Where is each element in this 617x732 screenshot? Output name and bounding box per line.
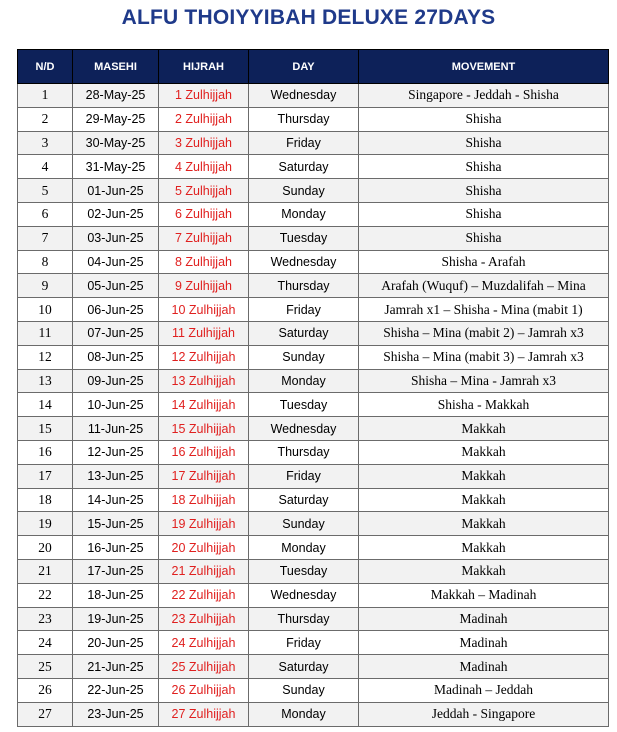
cell-day: Wednesday (249, 583, 359, 607)
cell-nd: 15 (18, 417, 73, 441)
cell-masehi: 22-Jun-25 (73, 678, 159, 702)
cell-nd: 26 (18, 678, 73, 702)
cell-nd: 3 (18, 131, 73, 155)
cell-masehi: 14-Jun-25 (73, 488, 159, 512)
cell-movement: Shisha (359, 226, 609, 250)
cell-movement: Makkah (359, 512, 609, 536)
cell-movement: Makkah (359, 464, 609, 488)
cell-day: Tuesday (249, 226, 359, 250)
cell-movement: Makkah – Madinah (359, 583, 609, 607)
cell-movement: Madinah (359, 607, 609, 631)
cell-hijrah: 24 Zulhijjah (159, 631, 249, 655)
table-row (18, 559, 609, 583)
cell-day: Thursday (249, 274, 359, 298)
cell-day: Saturday (249, 321, 359, 345)
cell-movement: Madinah (359, 655, 609, 679)
header-row (18, 50, 609, 84)
cell-nd: 4 (18, 155, 73, 179)
header-hijrah: HIJRAH (159, 50, 249, 84)
cell-movement: Makkah (359, 440, 609, 464)
cell-masehi: 28-May-25 (73, 84, 159, 108)
cell-movement: Shisha – Mina - Jamrah x3 (359, 369, 609, 393)
cell-nd: 9 (18, 274, 73, 298)
cell-masehi: 12-Jun-25 (73, 440, 159, 464)
cell-movement: Shisha (359, 131, 609, 155)
header-day: DAY (249, 50, 359, 84)
cell-day: Sunday (249, 678, 359, 702)
table-body (18, 84, 609, 727)
cell-day: Saturday (249, 488, 359, 512)
cell-day: Thursday (249, 440, 359, 464)
cell-nd: 19 (18, 512, 73, 536)
cell-hijrah: 25 Zulhijjah (159, 655, 249, 679)
cell-movement: Shisha (359, 107, 609, 131)
cell-hijrah: 19 Zulhijjah (159, 512, 249, 536)
cell-masehi: 30-May-25 (73, 131, 159, 155)
cell-masehi: 17-Jun-25 (73, 559, 159, 583)
cell-hijrah: 23 Zulhijjah (159, 607, 249, 631)
table-header (18, 50, 609, 84)
cell-nd: 17 (18, 464, 73, 488)
cell-masehi: 31-May-25 (73, 155, 159, 179)
cell-hijrah: 1 Zulhijjah (159, 84, 249, 108)
cell-hijrah: 3 Zulhijjah (159, 131, 249, 155)
cell-movement: Jamrah x1 – Shisha - Mina (mabit 1) (359, 298, 609, 322)
cell-movement: Makkah (359, 488, 609, 512)
table-row (18, 607, 609, 631)
table-row (18, 417, 609, 441)
table-row (18, 369, 609, 393)
cell-nd: 5 (18, 179, 73, 203)
cell-day: Monday (249, 702, 359, 726)
cell-hijrah: 4 Zulhijjah (159, 155, 249, 179)
table-row (18, 155, 609, 179)
cell-nd: 6 (18, 202, 73, 226)
cell-masehi: 09-Jun-25 (73, 369, 159, 393)
cell-masehi: 01-Jun-25 (73, 179, 159, 203)
cell-nd: 7 (18, 226, 73, 250)
cell-masehi: 16-Jun-25 (73, 536, 159, 560)
cell-day: Tuesday (249, 393, 359, 417)
cell-masehi: 04-Jun-25 (73, 250, 159, 274)
cell-movement: Shisha – Mina (mabit 2) – Jamrah x3 (359, 321, 609, 345)
cell-day: Wednesday (249, 250, 359, 274)
cell-day: Monday (249, 369, 359, 393)
cell-hijrah: 7 Zulhijjah (159, 226, 249, 250)
cell-day: Sunday (249, 345, 359, 369)
table-row (18, 512, 609, 536)
cell-nd: 8 (18, 250, 73, 274)
cell-movement: Shisha (359, 202, 609, 226)
table-row (18, 107, 609, 131)
cell-nd: 10 (18, 298, 73, 322)
table-row (18, 84, 609, 108)
cell-day: Sunday (249, 512, 359, 536)
cell-hijrah: 12 Zulhijjah (159, 345, 249, 369)
cell-masehi: 11-Jun-25 (73, 417, 159, 441)
table-row (18, 250, 609, 274)
cell-movement: Makkah (359, 559, 609, 583)
cell-day: Thursday (249, 607, 359, 631)
table-row (18, 702, 609, 726)
cell-nd: 13 (18, 369, 73, 393)
page-title: ALFU THOIYYIBAH DELUXE 27DAYS (121, 6, 496, 29)
cell-nd: 23 (18, 607, 73, 631)
cell-movement: Shisha - Makkah (359, 393, 609, 417)
header-masehi: MASEHI (73, 50, 159, 84)
cell-movement: Shisha – Mina (mabit 3) – Jamrah x3 (359, 345, 609, 369)
cell-hijrah: 27 Zulhijjah (159, 702, 249, 726)
cell-hijrah: 10 Zulhijjah (159, 298, 249, 322)
cell-movement: Arafah (Wuquf) – Muzdalifah – Mina (359, 274, 609, 298)
cell-hijrah: 15 Zulhijjah (159, 417, 249, 441)
cell-nd: 24 (18, 631, 73, 655)
cell-day: Saturday (249, 155, 359, 179)
cell-hijrah: 9 Zulhijjah (159, 274, 249, 298)
cell-nd: 27 (18, 702, 73, 726)
cell-movement: Jeddah - Singapore (359, 702, 609, 726)
cell-day: Wednesday (249, 417, 359, 441)
cell-movement: Makkah (359, 536, 609, 560)
cell-day: Sunday (249, 179, 359, 203)
cell-day: Monday (249, 202, 359, 226)
cell-hijrah: 2 Zulhijjah (159, 107, 249, 131)
cell-hijrah: 16 Zulhijjah (159, 440, 249, 464)
cell-day: Monday (249, 536, 359, 560)
itinerary-table (17, 49, 609, 727)
table-row (18, 488, 609, 512)
cell-day: Thursday (249, 107, 359, 131)
cell-day: Friday (249, 631, 359, 655)
cell-movement: Madinah (359, 631, 609, 655)
cell-nd: 21 (18, 559, 73, 583)
cell-day: Saturday (249, 655, 359, 679)
table-row (18, 678, 609, 702)
cell-masehi: 03-Jun-25 (73, 226, 159, 250)
cell-masehi: 15-Jun-25 (73, 512, 159, 536)
cell-nd: 22 (18, 583, 73, 607)
cell-day: Friday (249, 131, 359, 155)
cell-movement: Singapore - Jeddah - Shisha (359, 84, 609, 108)
cell-hijrah: 18 Zulhijjah (159, 488, 249, 512)
cell-masehi: 07-Jun-25 (73, 321, 159, 345)
table-row (18, 274, 609, 298)
cell-hijrah: 8 Zulhijjah (159, 250, 249, 274)
cell-day: Friday (249, 464, 359, 488)
cell-movement: Madinah – Jeddah (359, 678, 609, 702)
cell-hijrah: 20 Zulhijjah (159, 536, 249, 560)
table-row (18, 536, 609, 560)
table-row (18, 631, 609, 655)
table-row (18, 321, 609, 345)
cell-masehi: 02-Jun-25 (73, 202, 159, 226)
cell-hijrah: 14 Zulhijjah (159, 393, 249, 417)
table-row (18, 345, 609, 369)
cell-nd: 11 (18, 321, 73, 345)
cell-masehi: 08-Jun-25 (73, 345, 159, 369)
header-nd: N/D (18, 50, 73, 84)
cell-masehi: 18-Jun-25 (73, 583, 159, 607)
cell-masehi: 21-Jun-25 (73, 655, 159, 679)
cell-movement: Shisha (359, 155, 609, 179)
cell-nd: 20 (18, 536, 73, 560)
cell-masehi: 13-Jun-25 (73, 464, 159, 488)
header-movement: MOVEMENT (359, 50, 609, 84)
cell-masehi: 10-Jun-25 (73, 393, 159, 417)
cell-nd: 18 (18, 488, 73, 512)
cell-hijrah: 21 Zulhijjah (159, 559, 249, 583)
cell-nd: 25 (18, 655, 73, 679)
cell-nd: 16 (18, 440, 73, 464)
cell-masehi: 19-Jun-25 (73, 607, 159, 631)
table-row (18, 464, 609, 488)
table-row (18, 131, 609, 155)
cell-hijrah: 11 Zulhijjah (159, 321, 249, 345)
cell-day: Wednesday (249, 84, 359, 108)
table-row (18, 583, 609, 607)
cell-movement: Shisha - Arafah (359, 250, 609, 274)
cell-hijrah: 22 Zulhijjah (159, 583, 249, 607)
cell-hijrah: 17 Zulhijjah (159, 464, 249, 488)
table-row (18, 298, 609, 322)
cell-masehi: 06-Jun-25 (73, 298, 159, 322)
cell-day: Tuesday (249, 559, 359, 583)
table-row (18, 179, 609, 203)
cell-hijrah: 5 Zulhijjah (159, 179, 249, 203)
table-row (18, 202, 609, 226)
cell-nd: 1 (18, 84, 73, 108)
cell-hijrah: 6 Zulhijjah (159, 202, 249, 226)
table-row (18, 226, 609, 250)
cell-hijrah: 13 Zulhijjah (159, 369, 249, 393)
cell-masehi: 20-Jun-25 (73, 631, 159, 655)
table-row (18, 393, 609, 417)
cell-movement: Shisha (359, 179, 609, 203)
cell-hijrah: 26 Zulhijjah (159, 678, 249, 702)
cell-masehi: 23-Jun-25 (73, 702, 159, 726)
table-row (18, 440, 609, 464)
cell-nd: 14 (18, 393, 73, 417)
table-row (18, 655, 609, 679)
cell-masehi: 05-Jun-25 (73, 274, 159, 298)
cell-nd: 2 (18, 107, 73, 131)
cell-day: Friday (249, 298, 359, 322)
cell-masehi: 29-May-25 (73, 107, 159, 131)
cell-movement: Makkah (359, 417, 609, 441)
cell-nd: 12 (18, 345, 73, 369)
